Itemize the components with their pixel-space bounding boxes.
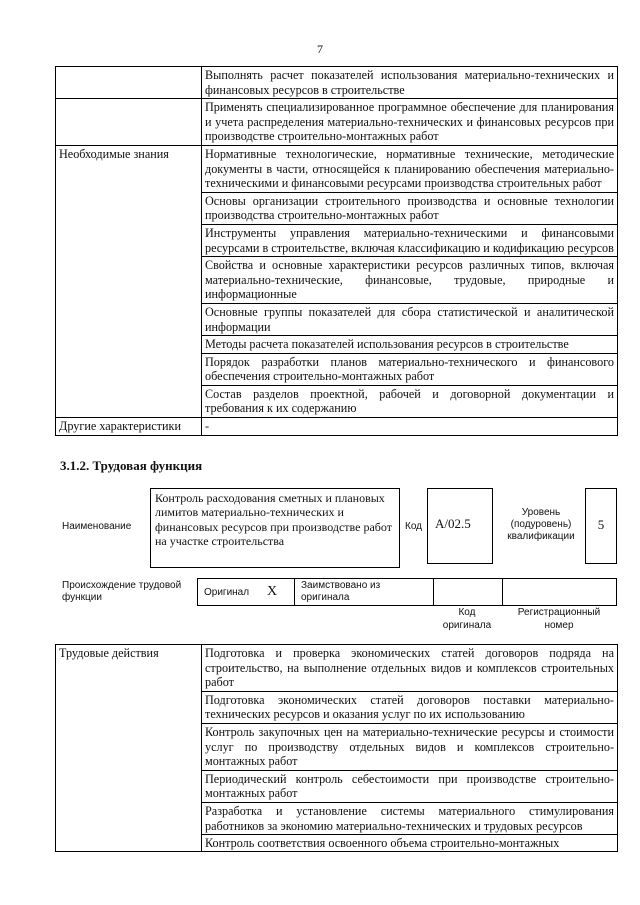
level-value: 5 [597,517,605,532]
action-cell-text: Контроль соответствия освоенного объема строительно-монтажных [205,836,560,851]
original-text: Оригинал [204,587,250,598]
level-label: Уровень (подуровень) квалификации [507,507,575,542]
labor-actions-label: Трудовые действия [56,645,202,852]
action-cell: Разработка и установление системы материального стимулирования работников за экономию материально-технических и трудовых ресурсов [202,802,618,834]
reg-number-cell [502,578,617,606]
original-mark: X [267,584,278,599]
knowledge-cell: Основные группы показателей для сбора статистической и аналитической информации [202,303,618,335]
borrowed-cell [294,578,434,606]
code-box [427,488,493,564]
table-row [56,418,618,436]
page-number: 7 [317,42,323,56]
labor-actions-table [55,644,618,852]
code-value: А/02.5 [435,516,471,531]
action-cell: Периодический контроль себестоимости при производстве строительно-монтажных работ [202,770,618,802]
name-label: Наименование [62,521,132,532]
knowledge-cell: Нормативные технологические, нормативные технические, методические документы в части, относящейся к планированию обеспечения материально-техническими и финансовыми ресурсами производства строительных работ [202,145,618,192]
empty-label-cell [56,99,202,146]
knowledge-cell: Состав разделов проектной, рабочей и договорной документации и требования к их содержанию [202,385,618,417]
table-row [56,645,618,692]
code-label: Код [405,521,423,532]
action-cell: Контроль закупочных цен на материально-технические ресурсы и стоимости услуг по производству отдельных видов и комплексов строительно-монтажных работ [202,723,618,770]
action-cell: Подготовка экономических статей договоров поставки материально-технических ресурсов и оказания услуг по их использованию [202,691,618,723]
reg-number-caption: Регистрационный номер [517,607,601,631]
origin-label: Происхождение трудовой функции [62,580,182,603]
empty-label-cell [56,67,202,99]
knowledge-cell: Свойства и основные характеристики ресурсов различных типов, включая материально-технические, финансовые, трудовые, природные и информационные [202,257,618,304]
action-cell [202,835,618,852]
knowledge-cell: Основы организации строительного производства и основные технологии производства строительно-монтажных работ [202,192,618,224]
action-cell: Подготовка и проверка экономических статей договоров подряда на строительство, на выполнение отдельных видов и комплексов строительных работ [202,645,618,692]
table-row [56,99,618,146]
knowledge-label: Необходимые знания [56,145,202,417]
level-box [585,488,617,564]
skill-cell: Применять специализированное программное обеспечение для планирования и учета распределения материально-технических и финансовых ресурсов при производстве строительно-монтажных работ [202,99,618,146]
knowledge-cell: Методы расчета показателей использования ресурсов в строительстве [202,336,618,354]
table-row [56,67,618,99]
other-characteristics-value: - [202,418,618,436]
original-cell [197,578,295,606]
skill-cell: Выполнять расчет показателей использования материально-технических и финансовых ресурсов в строительстве [202,67,618,99]
code-original-caption: Код оригинала [442,607,492,631]
code-original-cell [433,578,503,606]
table-row [56,145,618,192]
knowledge-cell: Порядок разработки планов материально-технического и финансового обеспечения строительно-монтажных работ [202,353,618,385]
section-title: 3.1.2. Трудовая функция [60,458,203,473]
knowledge-table [55,66,618,436]
borrowed-text: Заимствовано из оригинала [301,580,381,603]
function-name-box: Контроль расходования сметных и плановых лимитов материально-технических и финансовых ресурсов при производстве работ на участке строительства [150,488,400,568]
other-characteristics-label: Другие характеристики [56,418,202,436]
knowledge-cell: Инструменты управления материально-техническими и финансовыми ресурсами в строительстве, включая классификацию и кодификацию ресурсов [202,224,618,256]
